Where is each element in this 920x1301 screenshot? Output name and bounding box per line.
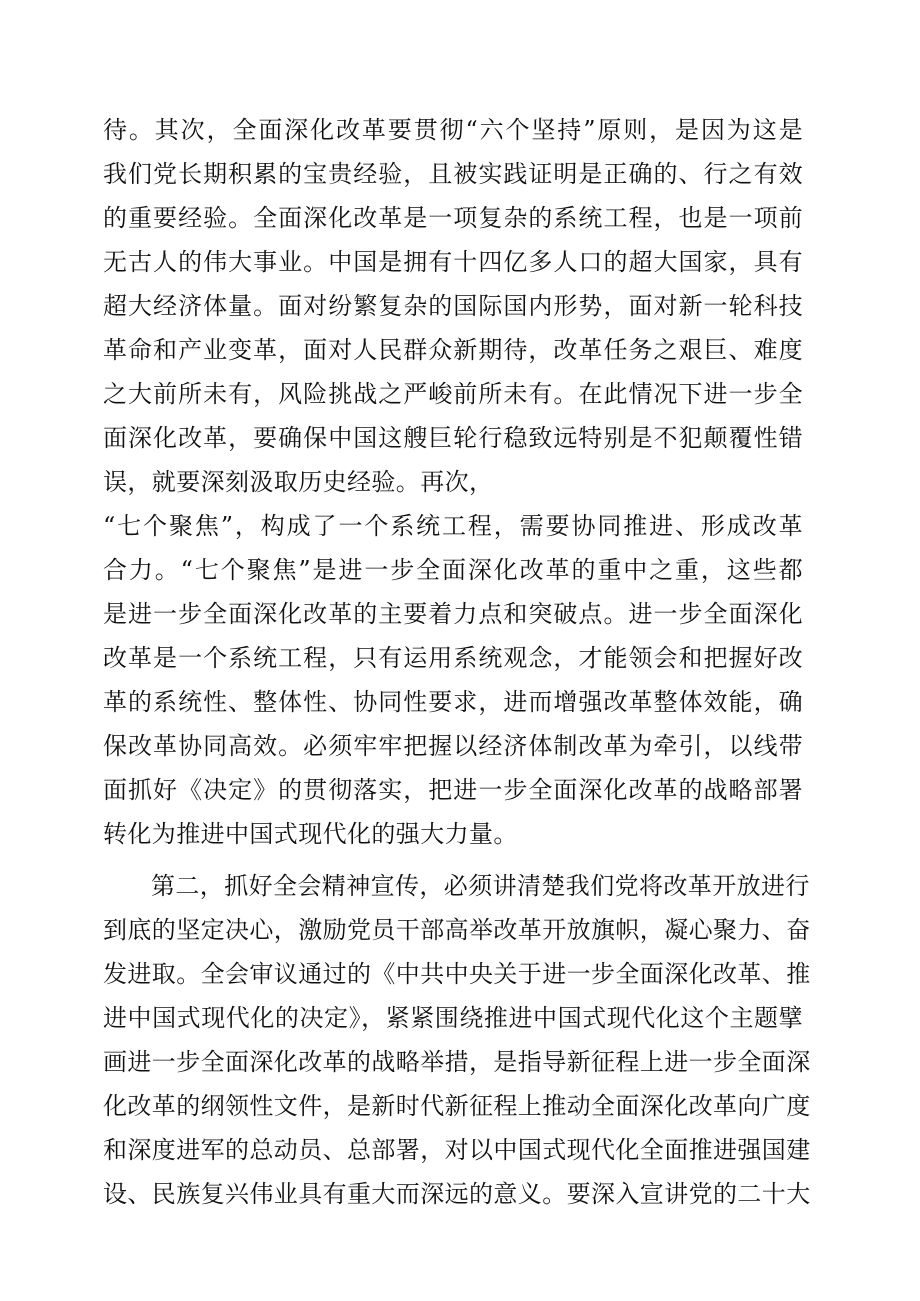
- paragraph-3: [103, 864, 811, 1216]
- text-line: 无古人的伟大事业。中国是拥有十四亿多人口的超大国家，具有: [103, 248, 803, 276]
- text-line: 我们党长期积累的宝贵经验，且被实践证明是正确的、行之有效: [103, 160, 803, 188]
- paragraph-1: [103, 108, 803, 504]
- text-line: 面抓好《决定》的贯彻落实，把进一步全面深化改革的战略部署: [103, 776, 803, 804]
- text-line: 是进一步全面深化改革的主要着力点和突破点。进一步全面深化: [103, 600, 803, 628]
- text-line: 改革是一个系统工程，只有运用系统观念，才能领会和把握好改: [103, 644, 803, 672]
- text-line: 保改革协同高效。必须牢牢把握以经济体制改革为牵引，以线带: [103, 732, 803, 760]
- text-line: 转化为推进中国式现代化的强大力量。: [103, 820, 518, 848]
- text-line: 和深度进军的总动员、总部署，对以中国式现代化全面推进强国建: [103, 1136, 811, 1164]
- text-line: 化改革的纲领性文件，是新时代新征程上推动全面深化改革向广度: [103, 1092, 811, 1120]
- text-line: 画进一步全面深化改革的战略举措，是指导新征程上进一步全面深: [103, 1048, 811, 1076]
- text-line: 进中国式现代化的决定》，紧紧围绕推进中国式现代化这个主题擘: [103, 1004, 803, 1032]
- text-line: “七个聚焦”，构成了一个系统工程，需要协同推进、形成改革: [103, 512, 803, 540]
- text-line: 第二，抓好全会精神宣传，必须讲清楚我们党将改革开放进行: [151, 872, 810, 900]
- body-text: [103, 108, 811, 1216]
- text-line: 超大经济体量。面对纷繁复杂的国际国内形势，面对新一轮科技: [103, 292, 803, 320]
- text-line: 革的系统性、整体性、协同性要求，进而增强改革整体效能，确: [103, 688, 803, 716]
- text-line: 误，就要深刻汲取历史经验。再次，: [103, 468, 494, 496]
- text-line: 面深化改革，要确保中国这艘巨轮行稳致远特别是不犯颠覆性错: [103, 424, 803, 452]
- text-line: 之大前所未有，风险挑战之严峻前所未有。在此情况下进一步全: [103, 380, 803, 408]
- paragraph-2: [103, 504, 803, 856]
- text-line: 设、民族复兴伟业具有重大而深远的意义。要深入宣讲党的二十大: [103, 1180, 811, 1208]
- text-line: 革命和产业变革，面对人民群众新期待，改革任务之艰巨、难度: [103, 336, 803, 364]
- paragraph-gap: [103, 856, 803, 864]
- text-line: 的重要经验。全面深化改革是一项复杂的系统工程，也是一项前: [103, 204, 803, 232]
- text-line: 发进取。全会审议通过的《中共中央关于进一步全面深化改革、推: [103, 960, 811, 988]
- text-line: 待。其次，全面深化改革要贯彻“六个坚持”原则，是因为这是: [103, 116, 803, 144]
- text-line: 合力。“七个聚焦”是进一步全面深化改革的重中之重，这些都: [103, 556, 803, 584]
- text-line: 到底的坚定决心，激励党员干部高举改革开放旗帜，凝心聚力、奋: [103, 916, 811, 944]
